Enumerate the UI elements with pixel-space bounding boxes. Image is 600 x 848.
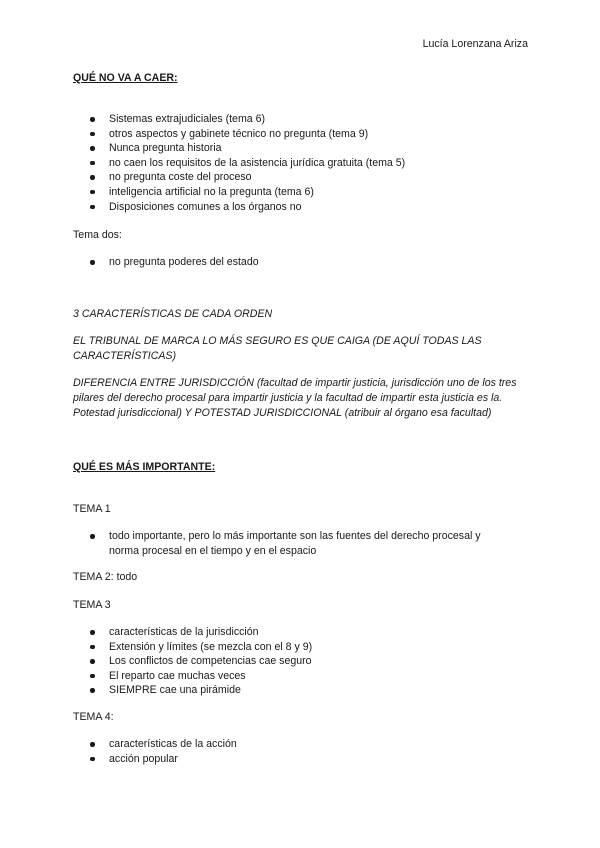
tema1-label: TEMA 1	[73, 503, 111, 515]
list-item: Sistemas extrajudiciales (tema 6)	[90, 112, 405, 127]
section-heading-no-va-a-caer: QUÉ NO VA A CAER:	[73, 72, 178, 84]
no-va-a-caer-list	[90, 112, 405, 214]
section-heading-mas-importante: QUÉ ES MÁS IMPORTANTE:	[73, 461, 216, 473]
list-item: inteligencia artificial no la pregunta (tema 6)	[90, 185, 405, 200]
note-tribunal-de-marca: EL TRIBUNAL DE MARCA LO MÁS SEGURO ES QUE CAIGA (DE AQUÍ TODAS LAS CARACTERÍSTICAS)	[73, 335, 482, 362]
list-item: no caen los requisitos de la asistencia jurídica gratuita (tema 5)	[90, 156, 405, 171]
list-item: El reparto cae muchas veces	[90, 669, 312, 684]
tema3-label: TEMA 3	[73, 599, 111, 611]
tema1-list	[90, 529, 509, 558]
list-item: Nunca pregunta historia	[90, 141, 405, 156]
tema3-list	[90, 625, 312, 698]
author-name: Lucía Lorenzana Ariza	[422, 38, 528, 50]
list-item: características de la acción	[90, 737, 237, 752]
note-tres-caracteristicas: 3 CARACTERÍSTICAS DE CADA ORDEN	[73, 308, 273, 320]
note-diferencia-jurisdiccion: DIFERENCIA ENTRE JURISDICCIÓN (facultad de impartir justicia, jurisdicción uno de los tres pilares del derecho procesal para impartir justicia y la facultad de impartir esta justicia es la. Potestad jurisdiccional) Y POTESTAD JURISDICCIONAL (atribuir al órgano esa facultad)	[73, 377, 517, 419]
list-item: no pregunta poderes del estado	[90, 255, 259, 270]
tema4-label: TEMA 4:	[73, 711, 114, 723]
tema-dos-label: Tema dos:	[73, 229, 122, 241]
list-item: SIEMPRE cae una pirámide	[90, 683, 312, 698]
list-item: Disposiciones comunes a los órganos no	[90, 200, 405, 215]
list-item: Extensión y límites (se mezcla con el 8 y 9)	[90, 640, 312, 655]
list-item: Los conflictos de competencias cae seguro	[90, 654, 312, 669]
list-item: no pregunta coste del proceso	[90, 170, 405, 185]
list-item: acción popular	[90, 752, 237, 767]
list-item: otros aspectos y gabinete técnico no pregunta (tema 9)	[90, 127, 405, 142]
list-item: todo importante, pero lo más importante son las fuentes del derecho procesal y norma procesal en el tiempo y en el espacio	[90, 529, 509, 558]
tema2-label: TEMA 2: todo	[73, 571, 138, 583]
tema-dos-list	[90, 255, 259, 270]
tema4-list	[90, 737, 237, 766]
list-item: características de la jurisdicción	[90, 625, 312, 640]
